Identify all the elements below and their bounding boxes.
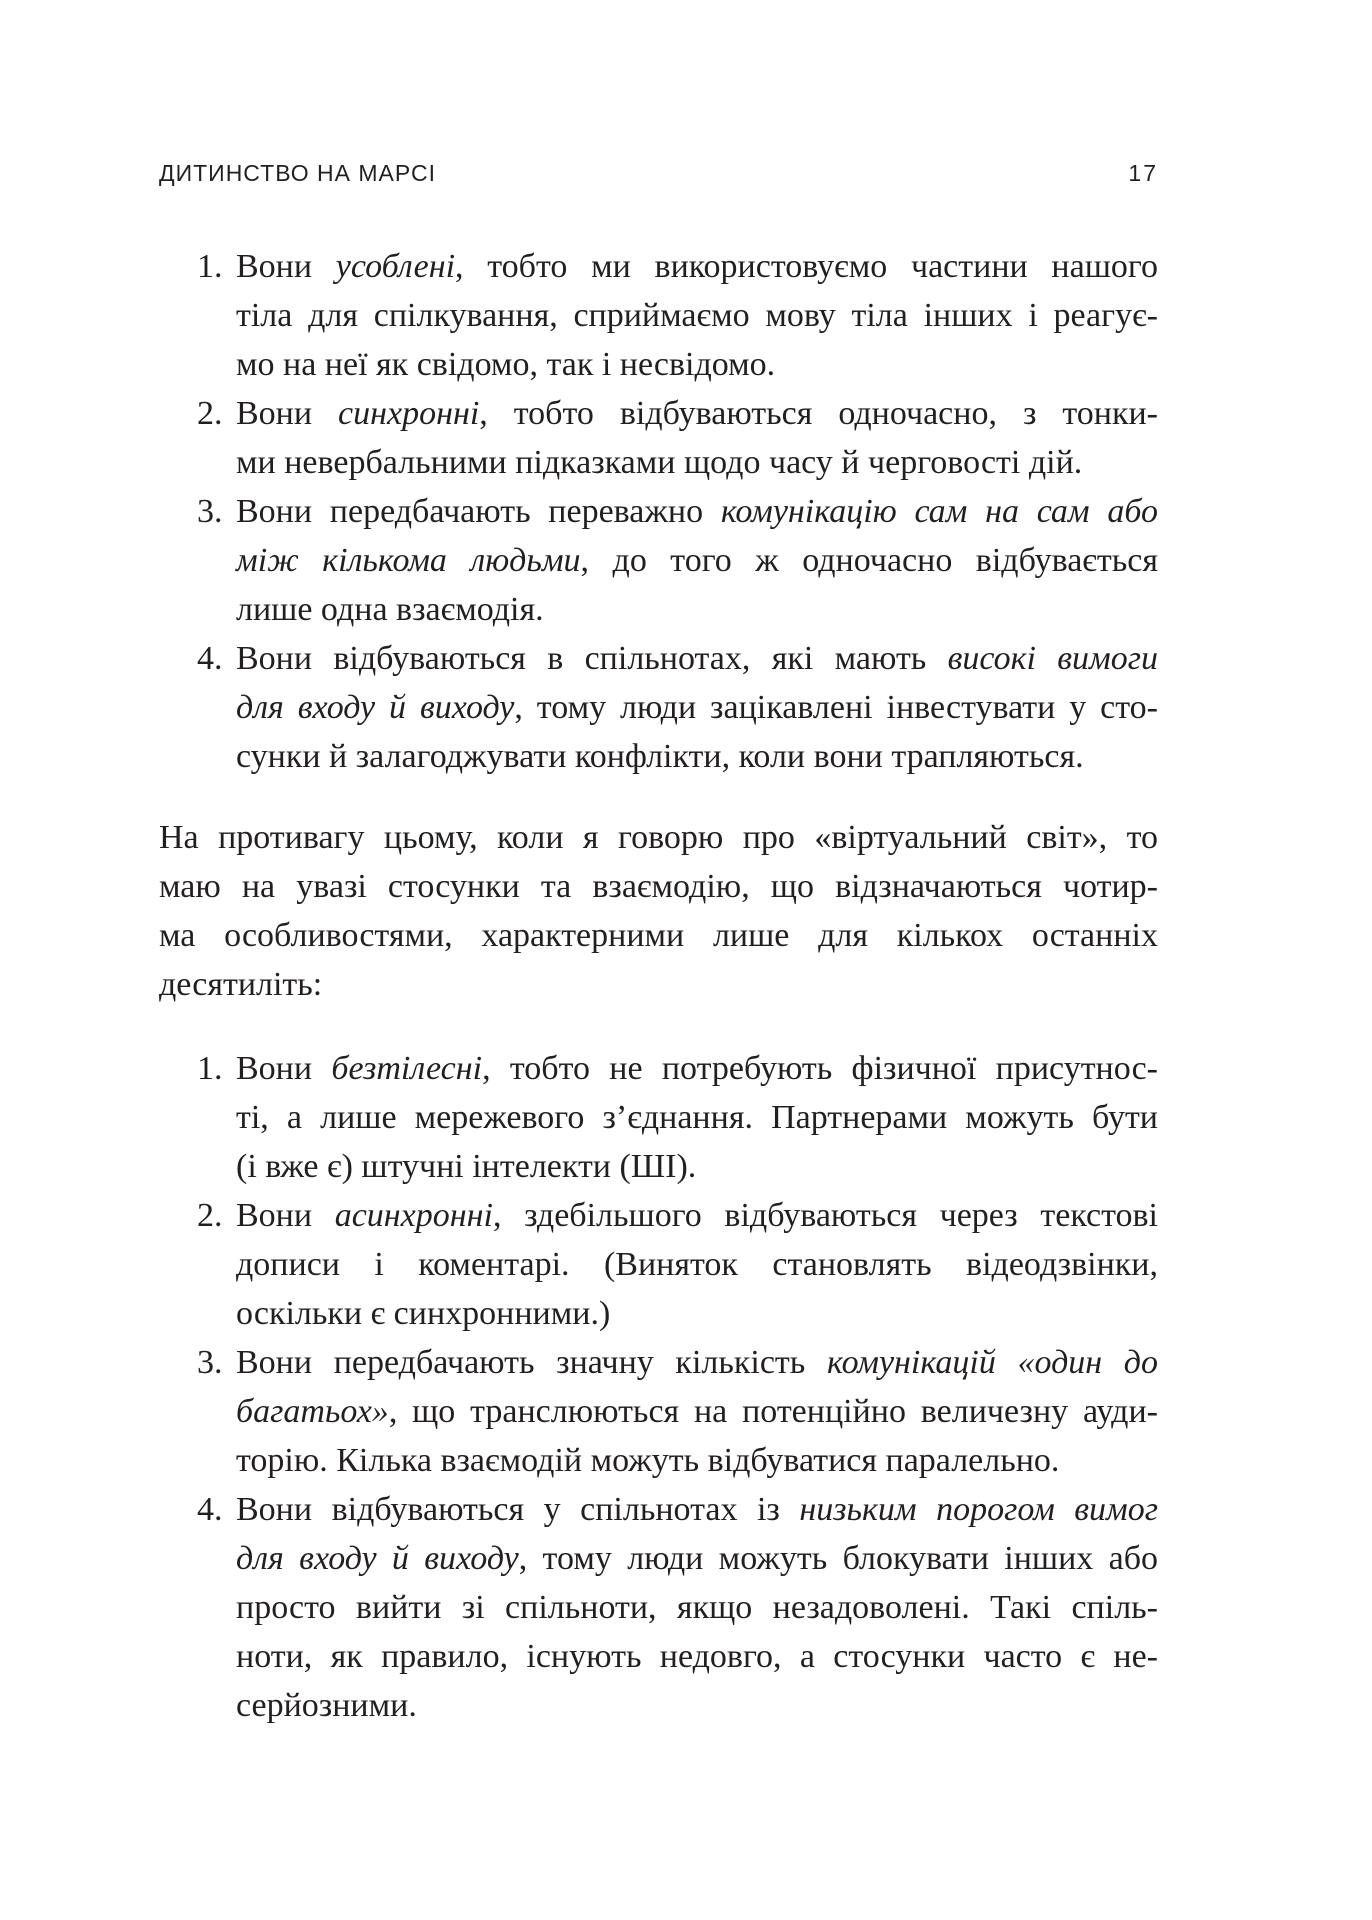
- list-item: [159, 242, 1158, 389]
- text-segment: лише одна взаємодія.: [236, 591, 544, 628]
- text-line: [236, 1191, 1158, 1240]
- list-item-number: 2.: [197, 1197, 223, 1234]
- text-segment: , що транслюються на потенційно величезну ауди-: [388, 1393, 1158, 1430]
- italic-text: асинхронні: [334, 1197, 493, 1234]
- list-item: [159, 1044, 1158, 1191]
- body-paragraph: [159, 813, 1158, 1009]
- numbered-list-virtual-world: [159, 1044, 1158, 1730]
- list-item-number: 2.: [197, 395, 223, 432]
- text-line: [236, 1681, 1158, 1730]
- text-segment: , тому люди можуть блокувати інших або: [518, 1540, 1159, 1577]
- text-segment: На противагу цьому, коли я говорю про «віртуальний світ», то: [159, 819, 1158, 856]
- text-segment: просто вийти зі спільноти, якщо незадоволені. Такі спіль-: [236, 1589, 1158, 1626]
- text-line: [236, 1534, 1158, 1583]
- list-item-number: 3.: [197, 493, 223, 530]
- text-line: [159, 862, 1158, 911]
- running-header-title: ДИТИНСТВО НА МАРСІ: [159, 160, 436, 186]
- text-line: [236, 536, 1158, 585]
- text-line: [236, 1289, 1158, 1338]
- list-item-number: 1.: [197, 248, 223, 285]
- text-segment: ма особливостями, характерними лише для кількох останніх: [159, 917, 1158, 954]
- text-segment: оскільки є синхронними.): [236, 1295, 611, 1332]
- text-segment: , здебільшого відбуваються через текстові: [492, 1197, 1159, 1234]
- text-line: [236, 634, 1158, 683]
- text-segment: Вони передбачають значну кількість: [236, 1344, 827, 1381]
- text-segment: мо на неї як свідомо, так і несвідомо.: [236, 346, 776, 383]
- text-segment: (і вже є) штучні інтелекти (ШІ).: [236, 1148, 697, 1185]
- text-line: [236, 1044, 1158, 1093]
- text-segment: Вони передбачають переважно: [236, 493, 721, 530]
- italic-text: комунікацію сам на сам або: [720, 493, 1158, 530]
- list-item: [159, 1485, 1158, 1730]
- italic-text: синхронні: [338, 395, 480, 432]
- text-line: [236, 585, 1158, 634]
- text-segment: Вони: [236, 395, 339, 432]
- text-line: [159, 813, 1158, 862]
- text-segment: торію. Кілька взаємодій можуть відбуватися паралельно.: [236, 1442, 1060, 1479]
- numbered-list-real-world: [159, 242, 1158, 781]
- text-segment: , тобто відбуваються одночасно, з тонки-: [479, 395, 1158, 432]
- list-item: [159, 487, 1158, 634]
- text-segment: , тобто не потребують фізичної присутнос-: [482, 1050, 1159, 1087]
- text-line: [236, 1485, 1158, 1534]
- list-item: [159, 634, 1158, 781]
- list-item-number: 4.: [197, 640, 223, 677]
- list-item: [159, 1338, 1158, 1485]
- text-segment: , тобто ми використовуємо частини нашого: [455, 248, 1158, 285]
- text-line: [236, 683, 1158, 732]
- text-line: [236, 242, 1158, 291]
- text-line: [236, 732, 1158, 781]
- text-segment: ті, а лише мережевого з’єднання. Партнерами можуть бути: [236, 1099, 1158, 1136]
- text-line: [236, 1142, 1158, 1191]
- text-line: [236, 1387, 1158, 1436]
- text-segment: Вони відбуваються у спільнотах із: [236, 1491, 800, 1528]
- text-line: [236, 1240, 1158, 1289]
- italic-text: високі вимоги: [947, 640, 1159, 677]
- text-segment: Вони: [236, 248, 336, 285]
- list-item: [159, 389, 1158, 487]
- text-segment: , до того ж одночасно відбувається: [580, 542, 1158, 579]
- text-line: [236, 1632, 1158, 1681]
- italic-text: низьким порогом вимог: [799, 1491, 1158, 1528]
- text-segment: дописи і коментарі. (Виняток становлять відеодзвінки,: [236, 1246, 1158, 1283]
- text-line: [236, 1338, 1158, 1387]
- text-line: [159, 960, 1158, 1009]
- text-segment: маю на увазі стосунки та взаємодію, що відзначаються чотир-: [159, 868, 1158, 905]
- text-segment: тіла для спілкування, сприймаємо мову тіла інших і реагує-: [236, 297, 1158, 334]
- page-number: 17: [1128, 160, 1158, 186]
- text-line: [236, 1436, 1158, 1485]
- italic-text: багатьох»: [236, 1393, 389, 1430]
- italic-text: усоблені: [335, 248, 456, 285]
- text-line: [236, 1093, 1158, 1142]
- italic-text: для входу й виходу: [236, 689, 515, 726]
- text-segment: десятиліть:: [159, 966, 323, 1003]
- text-segment: серйозними.: [236, 1687, 417, 1724]
- list-item-number: 4.: [197, 1491, 223, 1528]
- text-segment: Вони відбуваються в спільнотах, які мають: [236, 640, 948, 677]
- text-line: [236, 389, 1158, 438]
- text-segment: Вони: [236, 1197, 335, 1234]
- italic-text: безтілесні: [331, 1050, 483, 1087]
- italic-text: для входу й виходу: [236, 1540, 519, 1577]
- text-segment: , тому люди зацікавлені інвестувати у сто-: [514, 689, 1159, 726]
- text-line: [236, 487, 1158, 536]
- text-segment: сунки й залагоджувати конфлікти, коли вони трапляються.: [236, 738, 1084, 775]
- text-line: [236, 291, 1158, 340]
- text-line: [236, 1583, 1158, 1632]
- italic-text: комунікацій «один до: [826, 1344, 1158, 1381]
- text-line: [236, 438, 1158, 487]
- text-segment: ми невербальними підказками щодо часу й черговості дій.: [236, 444, 1083, 481]
- text-segment: Вони: [236, 1050, 332, 1087]
- list-item-number: 1.: [197, 1050, 223, 1087]
- text-line: [159, 911, 1158, 960]
- list-item-number: 3.: [197, 1344, 223, 1381]
- italic-text: між кількома людьми: [236, 542, 581, 579]
- list-item: [159, 1191, 1158, 1338]
- text-line: [236, 340, 1158, 389]
- text-segment: ноти, як правило, існують недовго, а стосунки часто є не-: [236, 1638, 1158, 1675]
